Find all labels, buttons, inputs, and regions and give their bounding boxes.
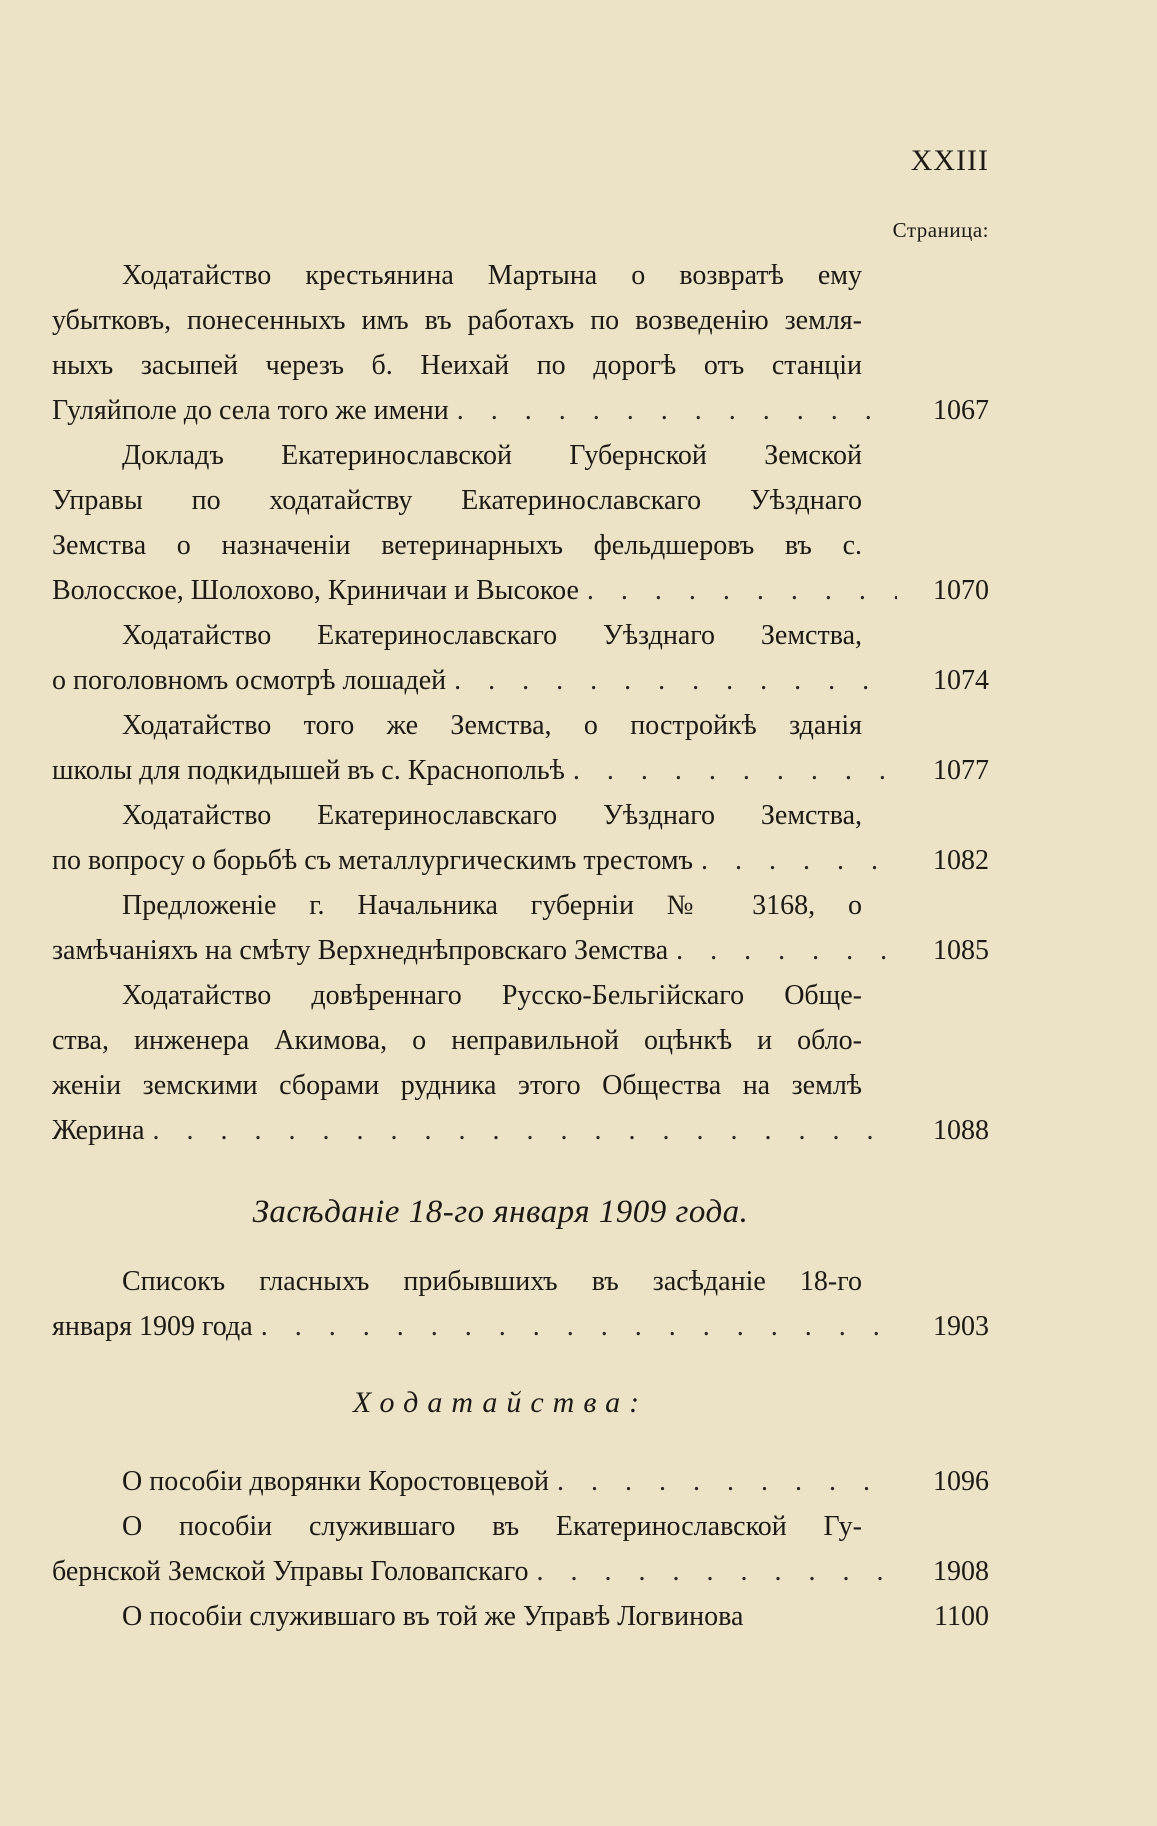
entry-text: Ходатайство того же Земства, о постройкѣ зданія [122, 710, 862, 741]
entry-page-number: 1067 [933, 395, 989, 426]
entry-line [52, 523, 989, 568]
entry-text: Списокъ гласныхъ прибывшихъ въ засѣданіе 18-го [122, 1266, 862, 1297]
toc-entry [52, 1504, 989, 1594]
entry-line [52, 1504, 989, 1549]
entry-text: Управы по ходатайству Екатеринославскаго Уѣзднаго [52, 485, 862, 516]
toc-entry [52, 793, 989, 883]
entry-text: по вопросу о борьбѣ съ металлургическимъ трестомъ [52, 845, 694, 876]
entry-text: убытковъ, понесенныхъ имъ въ работахъ по возведенію земля- [52, 305, 862, 336]
entry-text: ныхъ засыпей черезъ б. Неихай по дорогѣ отъ станціи [52, 350, 862, 381]
toc-entry [52, 703, 989, 793]
entry-line [52, 1259, 989, 1304]
column-header-page: Страница: [892, 218, 989, 242]
toc-entry [52, 1459, 989, 1504]
entry-line [52, 1063, 989, 1108]
dot-leader [557, 1459, 897, 1504]
dot-leader [537, 1549, 897, 1594]
toc-entry [52, 613, 989, 703]
entry-line [52, 928, 989, 973]
entries-list [52, 253, 989, 1153]
entry-page-number: 1100 [934, 1601, 989, 1632]
toc-entry [52, 973, 989, 1153]
entry-page-number: 1074 [933, 665, 989, 696]
entry-text: Земства о назначеніи ветеринарныхъ фельдшеровъ въ с. [52, 530, 862, 561]
entry-text: Ходатайство Екатеринославскаго Уѣзднаго Земства, [122, 620, 862, 651]
toc-entry [52, 1594, 989, 1639]
toc-entry [52, 433, 989, 613]
dot-leader [457, 388, 897, 433]
entry-text: Гуляйполе до села того же имени [52, 395, 449, 426]
toc-entry [52, 883, 989, 973]
section-entries-list [52, 1259, 989, 1349]
page-number: XXIII [910, 144, 989, 177]
entry-text: Волосское, Шолохово, Криничаи и Высокое [52, 575, 579, 606]
subsection-title: Ходатайства: [352, 1386, 649, 1419]
entry-text: О пособіи служившаго въ Екатеринославской Гу- [122, 1511, 862, 1542]
entry-line [52, 973, 989, 1018]
entry-page-number: 1903 [933, 1311, 989, 1342]
dot-leader [701, 838, 897, 883]
entry-line [52, 613, 989, 658]
table-of-contents [52, 253, 989, 1639]
entry-line [52, 1594, 989, 1639]
entry-text: Предложеніе г. Начальника губерніи № 3168, о [122, 890, 862, 921]
entry-line [52, 343, 989, 388]
entry-text: Докладъ Екатеринославской Губернской Земской [122, 440, 862, 471]
dot-leader [676, 928, 897, 973]
entry-page-number: 1082 [933, 845, 989, 876]
dot-leader [153, 1108, 898, 1153]
dot-leader [261, 1304, 897, 1349]
entry-text: О пособіи дворянки Коростовцевой [122, 1466, 549, 1497]
entry-text: января 1909 года [52, 1311, 253, 1342]
entry-text: бернской Земской Управы Головапскаго [52, 1556, 529, 1587]
entry-text: женіи земскими сборами рудника этого Общества на землѣ [52, 1070, 862, 1101]
entry-line [52, 1549, 989, 1594]
dot-leader [573, 748, 897, 793]
entry-line [52, 568, 989, 613]
entry-page-number: 1088 [933, 1115, 989, 1146]
entry-text: о поголовномъ осмотрѣ лошадей [52, 665, 447, 696]
entry-line [52, 793, 989, 838]
entry-line [52, 478, 989, 523]
entry-page-number: 1096 [933, 1466, 989, 1497]
entry-page-number: 1085 [933, 935, 989, 966]
entry-line [52, 1304, 989, 1349]
entry-line [52, 433, 989, 478]
dot-leader [454, 658, 897, 703]
entry-text: Жерина [52, 1115, 145, 1146]
entry-page-number: 1908 [933, 1556, 989, 1587]
dot-leader [587, 568, 897, 613]
entry-line [52, 1459, 989, 1504]
subsection-entries-list [52, 1459, 989, 1639]
toc-entry [52, 1259, 989, 1349]
entry-text: ства, инженера Акимова, о неправильной оцѣнкѣ и обло- [52, 1025, 862, 1056]
entry-text: Ходатайство Екатеринославскаго Уѣзднаго Земства, [122, 800, 862, 831]
entry-line [52, 748, 989, 793]
toc-entry [52, 253, 989, 433]
entry-text: О пособіи служившаго въ той же Управѣ Логвинова [122, 1601, 744, 1632]
entry-line [52, 298, 989, 343]
entry-line [52, 883, 989, 928]
entry-line [52, 1018, 989, 1063]
entry-line [52, 703, 989, 748]
entry-text: Ходатайство довѣреннаго Русско-Бельгійскаго Обще- [122, 980, 862, 1011]
entry-line [52, 388, 989, 433]
entry-text: школы для подкидышей въ с. Краснопольѣ [52, 755, 565, 786]
entry-line [52, 253, 989, 298]
entry-page-number: 1070 [933, 575, 989, 606]
entry-text: Ходатайство крестьянина Мартына о возвратѣ ему [122, 260, 862, 291]
entry-line [52, 838, 989, 883]
entry-page-number: 1077 [933, 755, 989, 786]
entry-line [52, 1108, 989, 1153]
section-title: Засѣданіе 18-го января 1909 года. [252, 1194, 749, 1230]
entry-text: замѣчаніяхъ на смѣту Верхнеднѣпровскаго Земства [52, 935, 669, 966]
entry-line [52, 658, 989, 703]
